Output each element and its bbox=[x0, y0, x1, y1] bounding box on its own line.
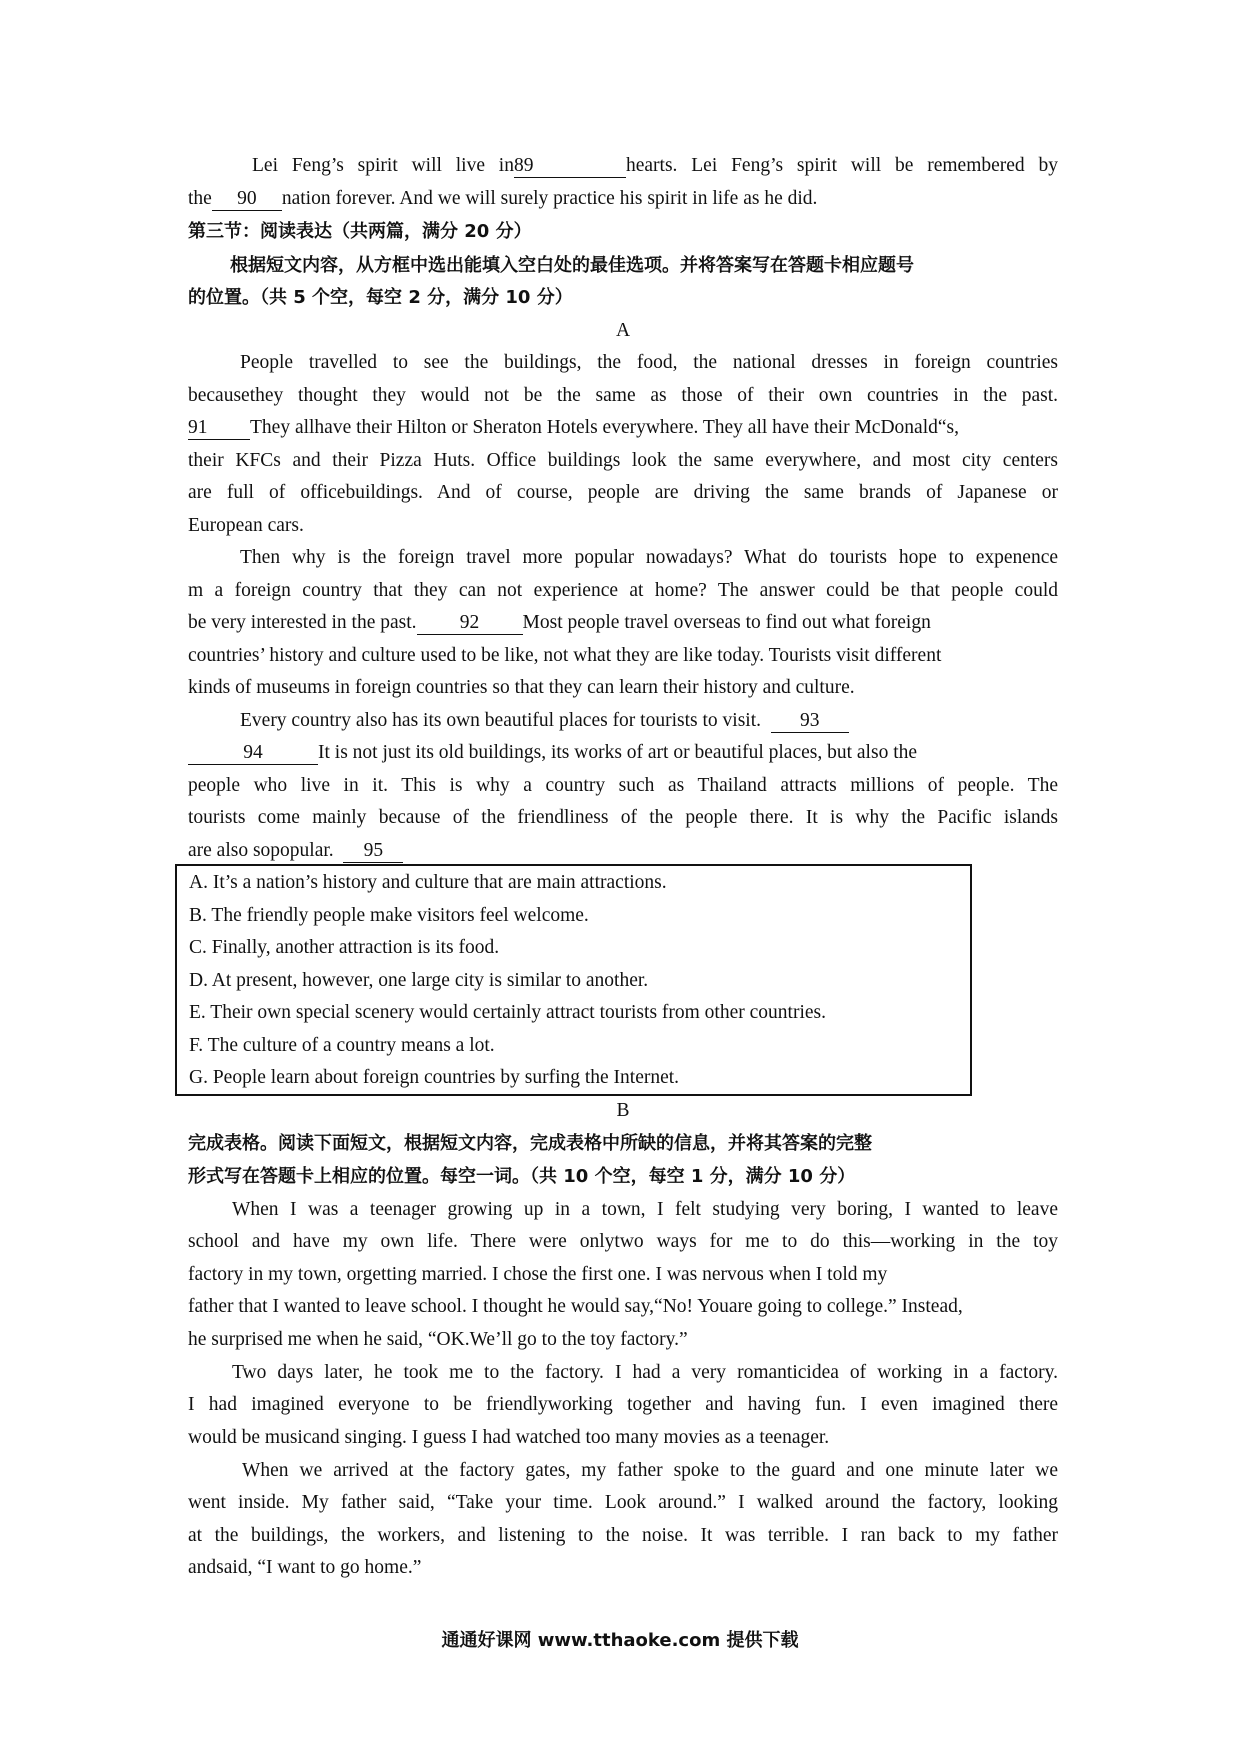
text-line: their KFCs and their Pizza Huts. Office buildings look the same everywhere, and most city centers bbox=[188, 450, 1058, 471]
text-line bbox=[188, 838, 1058, 864]
text-line: went inside. My father said, “Take your time. Look around.” I walked around the factory, looking bbox=[188, 1492, 1058, 1513]
text-line: When we arrived at the factory gates, my father spoke to the guard and one minute later we bbox=[242, 1460, 1058, 1481]
answer-blank-95: 95 bbox=[343, 840, 403, 863]
sentence-fragment: nation forever. And we will surely practice his spirit in life as he did. bbox=[281, 188, 818, 209]
text-line: becausethey thought they would not be the same as those of their own countries in the past. bbox=[188, 385, 1058, 406]
answer-blank-92: 92 bbox=[417, 612, 523, 635]
text-line bbox=[188, 415, 1058, 441]
section-heading: 第三节：阅读表达（共两篇，满分 20 分） bbox=[188, 221, 532, 242]
text-line: Two days later, he took me to the factory. I had a very romanticidea of working in a factory. bbox=[232, 1362, 1058, 1383]
text-line: people who live in it. This is why a country such as Thailand attracts millions of people. The bbox=[188, 775, 1058, 796]
text-line: andsaid, “I want to go home.” bbox=[188, 1557, 422, 1578]
instruction-line: 根据短文内容，从方框中选出能填入空白处的最佳选项。并将答案写在答题卡相应题号 bbox=[230, 255, 914, 276]
sentence-fragment: Every country also has its own beautiful places for tourists to visit. bbox=[240, 710, 761, 731]
text-line: I had imagined everyone to be friendlyworking together and having fun. I even imagined there bbox=[188, 1394, 1058, 1415]
answer-blank-90: 90 bbox=[212, 188, 282, 211]
text-line: father that I wanted to leave school. I thought he would say,“No! Youare going to college.” Instead, bbox=[188, 1296, 963, 1317]
instruction-line: 的位置。（共 5 个空，每空 2 分，满分 10 分） bbox=[188, 287, 573, 308]
option-c: C. Finally, another attraction is its food. bbox=[189, 937, 500, 958]
sentence-fragment: hearts. Lei Feng’s spirit will be remembered by bbox=[625, 155, 1058, 176]
text-line bbox=[188, 740, 1058, 766]
text-line bbox=[188, 610, 1058, 636]
text-line: factory in my town, orgetting married. I chose the first one. I was nervous when I told my bbox=[188, 1264, 888, 1285]
answer-blank-93: 93 bbox=[771, 710, 849, 733]
options-box bbox=[175, 864, 972, 1096]
text-line: would be musicand singing. I guess I had watched too many movies as a teenager. bbox=[188, 1427, 830, 1448]
answer-blank-94: 94 bbox=[188, 742, 318, 765]
instruction-line: 完成表格。阅读下面短文，根据短文内容，完成表格中所缺的信息，并将其答案的完整 bbox=[188, 1133, 872, 1154]
text-line: European cars. bbox=[188, 515, 304, 536]
sentence-fragment: are also sopopular. bbox=[188, 840, 334, 861]
text-line: countries’ history and culture used to be like, not what they are like today. Tourists visit different bbox=[188, 645, 942, 666]
answer-blank-89: 89 bbox=[514, 155, 626, 178]
answer-blank-91: 91 bbox=[188, 417, 250, 440]
text-line: tourists come mainly because of the friendliness of the people there. It is why the Pacific islands bbox=[188, 807, 1058, 828]
text-line: m a foreign country that they can not experience at home? The answer could be that people could bbox=[188, 580, 1058, 601]
option-e: E. Their own special scenery would certainly attract tourists from other countries. bbox=[189, 1002, 826, 1023]
option-f: F. The culture of a country means a lot. bbox=[189, 1035, 495, 1056]
text-line: When I was a teenager growing up in a town, I felt studying very boring, I wanted to leave bbox=[232, 1199, 1058, 1220]
sentence-fragment: the bbox=[188, 188, 212, 209]
sentence-fragment: It is not just its old buildings, its works of art or beautiful places, but also the bbox=[318, 742, 918, 763]
sentence-fragment: be very interested in the past. bbox=[188, 612, 417, 633]
text-line bbox=[240, 708, 1058, 734]
text-line: he surprised me when he said, “OK.We’ll go to the toy factory.” bbox=[188, 1329, 688, 1350]
sentence-fragment: Most people travel overseas to find out what foreign bbox=[522, 612, 931, 633]
option-b: B. The friendly people make visitors feel welcome. bbox=[189, 905, 589, 926]
instruction-line: 形式写在答题卡上相应的位置。每空一词。（共 10 个空，每空 1 分，满分 10 分） bbox=[188, 1166, 856, 1187]
text-line: school and have my own life. There were onlytwo ways for me to do this—working in the toy bbox=[188, 1231, 1058, 1252]
sentence-fragment: They allhave their Hilton or Sheraton Hotels everywhere. They all have their McDonald“s, bbox=[250, 417, 959, 438]
sentence-fragment: Lei Feng’s spirit will live in bbox=[252, 155, 514, 176]
option-d: D. At present, however, one large city is similar to another. bbox=[189, 970, 649, 991]
text-line: kinds of museums in foreign countries so that they can learn their history and culture. bbox=[188, 677, 855, 698]
option-a: A. It’s a nation’s history and culture that are main attractions. bbox=[189, 872, 667, 893]
text-line bbox=[188, 186, 1058, 212]
text-line: People travelled to see the buildings, the food, the national dresses in foreign countries bbox=[240, 352, 1058, 373]
text-line: at the buildings, the workers, and listening to the noise. It was terrible. I ran back to my father bbox=[188, 1525, 1058, 1546]
text-line: Then why is the foreign travel more popular nowadays? What do tourists hope to expenence bbox=[240, 547, 1058, 568]
page-footer: 通通好课网 www.tthaoke.com 提供下载 bbox=[441, 1630, 799, 1651]
passage-label-a: A bbox=[615, 320, 631, 341]
option-g: G. People learn about foreign countries by surfing the Internet. bbox=[189, 1067, 680, 1088]
text-line: are full of officebuildings. And of course, people are driving the same brands of Japanese or bbox=[188, 482, 1058, 503]
passage-label-b: B bbox=[616, 1100, 630, 1121]
text-line bbox=[252, 153, 1058, 179]
